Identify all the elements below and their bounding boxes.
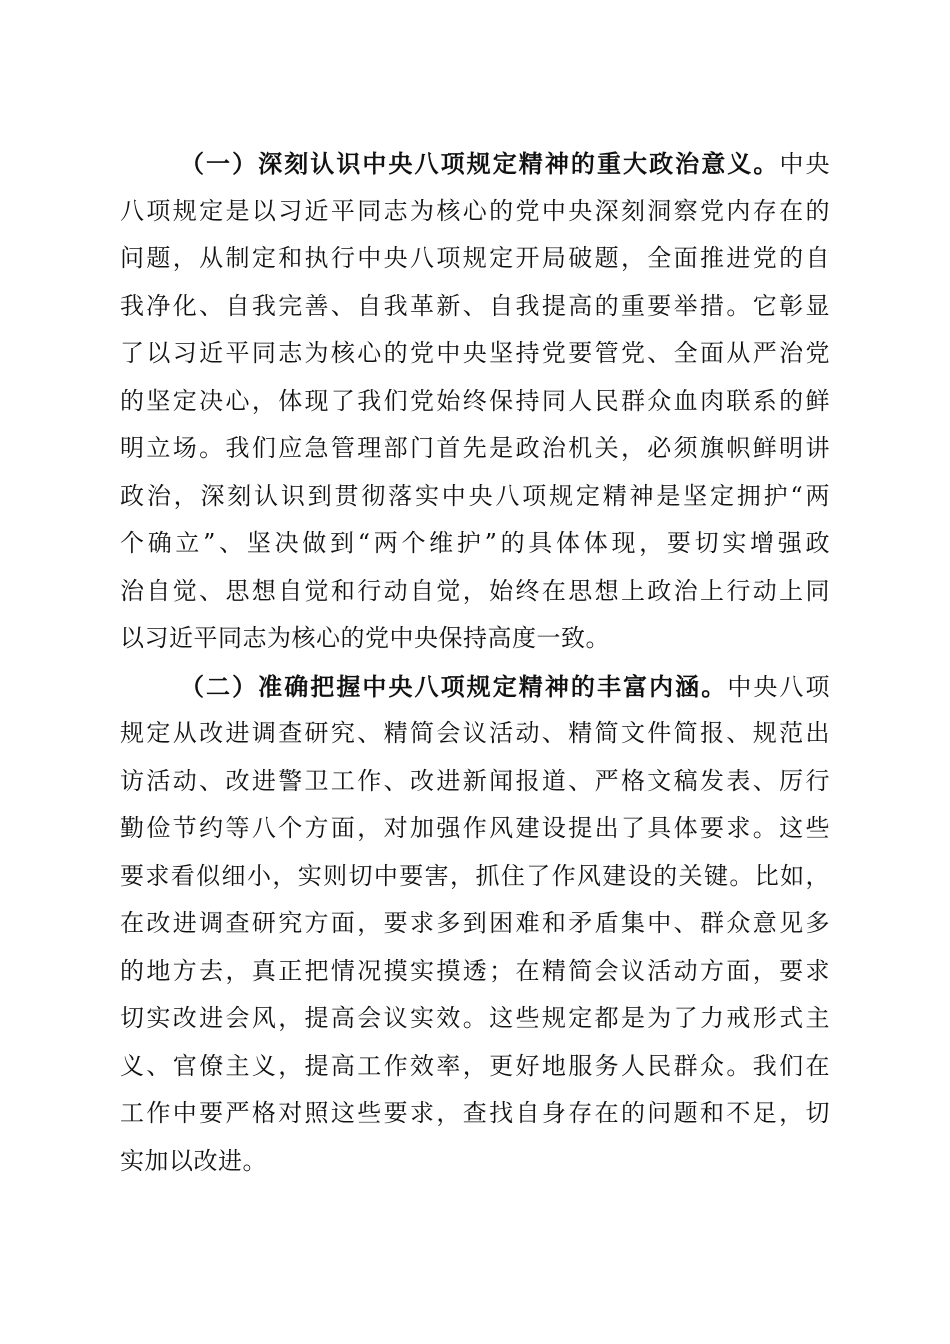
paragraph-1-text: 中央: [779, 150, 830, 178]
paragraph-1-heading: （一）深刻认识中央八项规定精神的重大政治意义。: [180, 149, 780, 178]
paragraph-2-line-5: 要求看似细小，实则切中要害，抓住了作风建设的关键。比如，: [120, 861, 830, 890]
paragraph-1-line-4: 我净化、自我完善、自我革新、自我提高的重要举措。它彰显: [120, 291, 830, 320]
paragraph-2-line-7: 的地方去，真正把情况摸实摸透；在精简会议活动方面，要求: [120, 956, 830, 985]
paragraph-1-line-1: [120, 140, 830, 188]
paragraph-2-line-1: [120, 663, 830, 711]
paragraph-1-line-3: 问题，从制定和执行中央八项规定开局破题，全面推进党的自: [120, 244, 830, 272]
paragraph-1-line-5: 了以习近平同志为核心的党中央坚持党要管党、全面从严治党: [120, 339, 830, 367]
paragraph-1-line-11: 以习近平同志为核心的党中央保持高度一致。: [120, 624, 610, 652]
paragraph-2-line-11: 实加以改进。: [120, 1146, 267, 1175]
paragraph-2-line-6: 在改进调查研究方面，要求多到困难和矛盾集中、群众意见多: [120, 909, 830, 937]
paragraph-1-line-10: 治自觉、思想自觉和行动自觉，始终在思想上政治上行动上同: [120, 576, 830, 605]
paragraph-1-line-9: 个确立”、坚决做到“两个维护”的具体体现，要切实增强政: [120, 529, 830, 557]
paragraph-2-line-9: 义、官僚主义，提高工作效率，更好地服务人民群众。我们在: [120, 1051, 830, 1080]
paragraph-1-line-6: 的坚定决心，体现了我们党始终保持同人民群众血肉联系的鲜: [120, 386, 830, 415]
paragraph-2-text: 中央八项: [727, 672, 830, 701]
paragraph-2-line-8: 切实改进会风，提高会议实效。这些规定都是为了力戒形式主: [120, 1004, 830, 1032]
paragraph-1-line-7: 明立场。我们应急管理部门首先是政治机关，必须旗帜鲜明讲: [120, 434, 830, 462]
paragraph-1-line-8: 政治，深刻认识到贯彻落实中央八项规定精神是坚定拥护“两: [120, 481, 830, 510]
paragraph-2-heading: （二）准确把握中央八项规定精神的丰富内涵。: [180, 671, 728, 701]
paragraph-2-line-2: 规定从改进调查研究、精简会议活动、精简文件简报、规范出: [120, 719, 830, 747]
paragraph-1-line-2: 八项规定是以习近平同志为核心的党中央深刻洞察党内存在的: [120, 196, 830, 225]
paragraph-2-line-4: 勤俭节约等八个方面，对加强作风建设提出了具体要求。这些: [120, 814, 830, 842]
paragraph-2-line-10: 工作中要严格对照这些要求，查找自身存在的问题和不足，切: [120, 1099, 830, 1127]
document-body: [120, 140, 830, 1185]
paragraph-2-line-3: 访活动、改进警卫工作、改进新闻报道、严格文稿发表、厉行: [120, 766, 830, 795]
